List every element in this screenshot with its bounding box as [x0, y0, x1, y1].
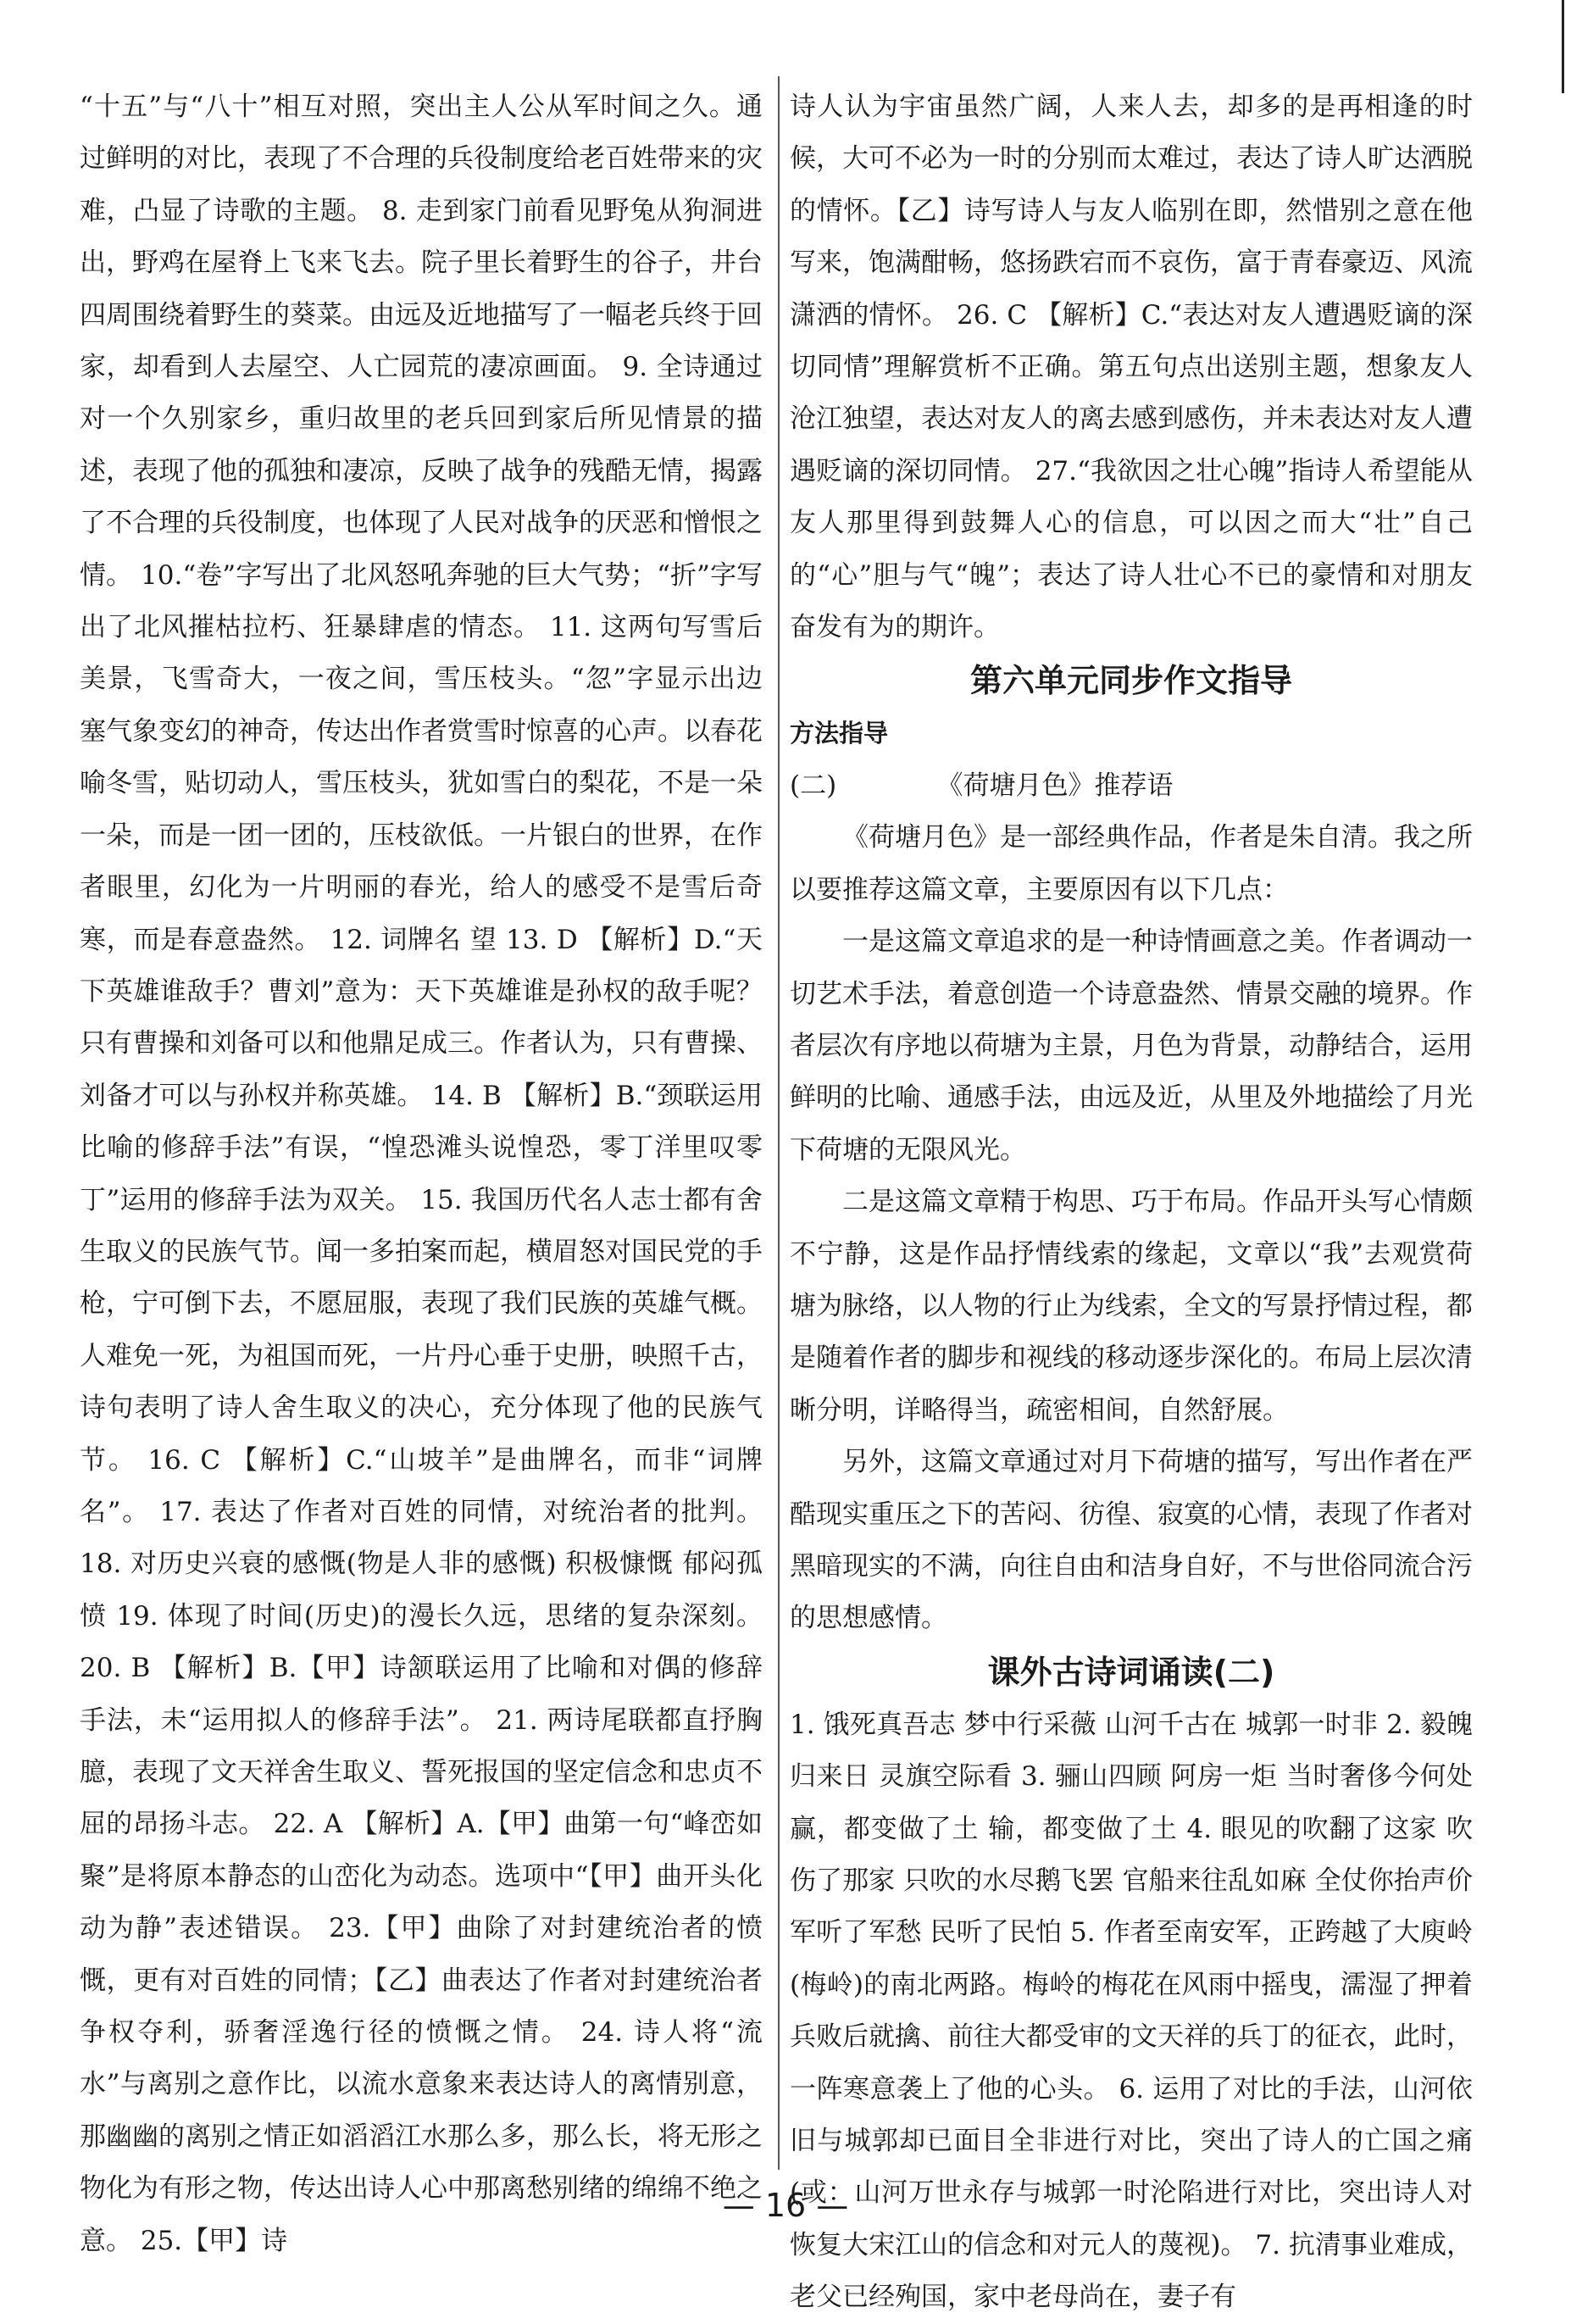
- answer-text-left: “十五”与“八十”相互对照，突出主人公从军时间之久。通过鲜明的对比，表现了不合理的兵役制度给老百姓带来的灾难，凸显了诗歌的主题。 8. 走到家门前看见野兔从狗洞进出，野鸡在屋脊上飞来飞去。院子里长着野生的谷子，井台四周围绕着野生的葵菜。由远及近地描写了一幅老兵终于回家，却看到人去屋空、人亡园荒的凄凉画面。 9. 全诗通过对一个久别家乡，重归故里的老兵回到家后所见情景的描述，表现了他的孤独和凄凉，反映了战争的残酷无情，揭露了不合理的兵役制度，也体现了人民对战争的厌恶和憎恨之情。 10.“卷”字写出了北风怒吼奔驰的巨大气势；“折”字写出了北风摧枯拉朽、狂暴肆虐的情态。 11. 这两句写雪后美景，飞雪奇大，一夜之间，雪压枝头。“忽”字显示出边塞气象变幻的神奇，传达出作者赏雪时惊喜的心声。以春花喻冬雪，贴切动人，雪压枝头，犹如雪白的梨花，不是一朵一朵，而是一团一团的，压枝欲低。一片银白的世界，在作者眼里，幻化为一片明丽的春光，给人的感受不是雪后奇寒，而是春意盎然。 12. 词牌名 望 13. D 【解析】D.“天下英雄谁敌手？曹刘”意为：天下英雄谁是孙权的敌手呢？只有曹操和刘备可以和他鼎足成三。作者认为，只有曹操、刘备才可以与孙权并称英雄。 14. B 【解析】B.“颈联运用比喻的修辞手法”有误，“惶恐滩头说惶恐，零丁洋里叹零丁”运用的修辞手法为双关。 15. 我国历代名人志士都有舍生取义的民族气节。闻一多拍案而起，横眉怒对国民党的手枪，宁可倒下去，不愿屈服，表现了我们民族的英雄气概。人难免一死，为祖国而死，一片丹心垂于史册，映照千古，诗句表明了诗人舍生取义的决心，充分体现了他的民族气节。 16. C 【解析】C.“山坡羊”是曲牌名，而非“词牌名”。 17. 表达了作者对百姓的同情，对统治者的批判。 18. 对历史兴衰的感慨(物是人非的感慨) 积极慷慨 郁闷孤愤 19. 体现了时间(历史)的漫长久远，思绪的复杂深刻。 20. B 【解析】B.【甲】诗颔联运用了比喻和对偶的修辞手法，未“运用拟人的修辞手法”。 21. 两诗尾联都直抒胸臆，表现了文天祥舍生取义、誓死报国的坚定信念和忠贞不屈的昂扬斗志。 22. A 【解析】A.【甲】曲第一句“峰峦如聚”是将原本静态的山峦化为动态。选项中“【甲】曲开头化动为静”表述错误。 23.【甲】曲除了对封建统治者的愤慨，更有对百姓的同情；【乙】曲表达了作者对封建统治者争权夺利，骄奢淫逸行径的愤慨之情。 24. 诗人将“流水”与离别之意作比，以流水意象来表达诗人的离情别意，那幽幽的离别之情正如滔滔江水那么多，那么长，将无形之物化为有形之物，传达出诗人心中那离愁别绪的绵绵不绝之意。 25.【甲】诗: [80, 92, 763, 2256]
- recommendation-heading: [790, 760, 1473, 812]
- essay-paragraph: 二是这篇文章精于构思、巧于布局。作品开头写心情颇不宁静，这是作品抒情线索的缘起，文章以“我”去观赏荷塘为脉络，以人物的行止为线索，全文的写景抒情过程，都是随着作者的脚步和视线的移动逐步深化的。布局上层次清晰分明，详略得当，疏密相间，自然舒展。: [790, 1187, 1473, 1426]
- essay-paragraph: 《荷塘月色》是一部经典作品，作者是朱自清。我之所以要推荐这篇文章，主要原因有以下几点：: [790, 822, 1473, 905]
- page-edge-mark: [1562, 0, 1564, 93]
- poetry-answers: 1. 饿死真吾志 梦中行采薇 山河千古在 城郭一时非 2. 毅魄归来日 灵旗空际看 3. 骊山四顾 阿房一炬 当时奢侈今何处 赢，都变做了土 输，都变做了土 4. 眼见的吹翻了这家 吹伤了那家 只吹的水尽鹅飞罢 官船来往乱如麻 全仗你抬声价 军听了军愁 民听了民怕 5. 作者至南安军，正跨越了大庾岭(梅岭)的南北两路。梅岭的梅花在风雨中摇曳，濡湿了押着兵败后就擒、前往大都受审的文天祥的兵丁的征衣，此时，一阵寒意袭上了他的心头。 6. 运用了对比的手法，山河依旧与城郭却已面目全非进行对比，突出了诗人的亡国之痛(或：山河万世永存与城郭一时沦陷进行对比，突出诗人对恢复大宋江山的信念和对元人的蔑视)。 7. 抗清事业难成，老父已经殉国，家中老母尚在，妻子有: [790, 1709, 1473, 2313]
- method-label: 方法指导: [790, 719, 889, 748]
- left-column: [80, 81, 763, 2267]
- column-divider: [778, 76, 780, 2170]
- essay-paragraph: 一是这篇文章追求的是一种诗情画意之美。作者调动一切艺术手法，着意创造一个诗意盎然、情景交融的境界。作者层次有序地以荷塘为主景，月色为背景，动静结合，运用鲜明的比喻、通感手法，由远及近，从里及外地描绘了月光下荷塘的无限风光。: [790, 926, 1473, 1165]
- page-number: — 16 —: [722, 2187, 849, 2224]
- section-title-poetry: 课外古诗词诵读(二): [987, 1653, 1275, 1691]
- recommendation-number: (二): [790, 770, 837, 801]
- section-title-composition: 第六单元同步作文指导: [969, 662, 1292, 700]
- recommendation-title: 《荷塘月色》推荐语: [936, 770, 1174, 801]
- answer-text-continuation: 诗人认为宇宙虽然广阔，人来人去，却多的是再相逢的时候，大可不必为一时的分别而太难过，表达了诗人旷达洒脱的情怀。【乙】诗写诗人与友人临别在即，然惜别之意在他写来，饱满酣畅，悠扬跌宕而不哀伤，富于青春豪迈、风流潇洒的情怀。 26. C 【解析】C.“表达对友人遭遇贬谪的深切同情”理解赏析不正确。第五句点出送别主题，想象友人沧江独望，表达对友人的离去感到感伤，并未表达对友人遭遇贬谪的深切同情。 27.“我欲因之壮心魄”指诗人希望能从友人那里得到鼓舞人心的信息，可以因之而大“壮”自己的“心”胆与气“魄”；表达了诗人壮心不已的豪情和对朋友奋发有为的期许。: [790, 92, 1473, 643]
- right-column: [790, 81, 1473, 2324]
- essay-paragraph: 另外，这篇文章通过对月下荷塘的描写，写出作者在严酷现实重压之下的苦闷、彷徨、寂寞的心情，表现了作者对黑暗现实的不满，向往自由和洁身自好，不与世俗同流合污的思想感情。: [790, 1447, 1473, 1634]
